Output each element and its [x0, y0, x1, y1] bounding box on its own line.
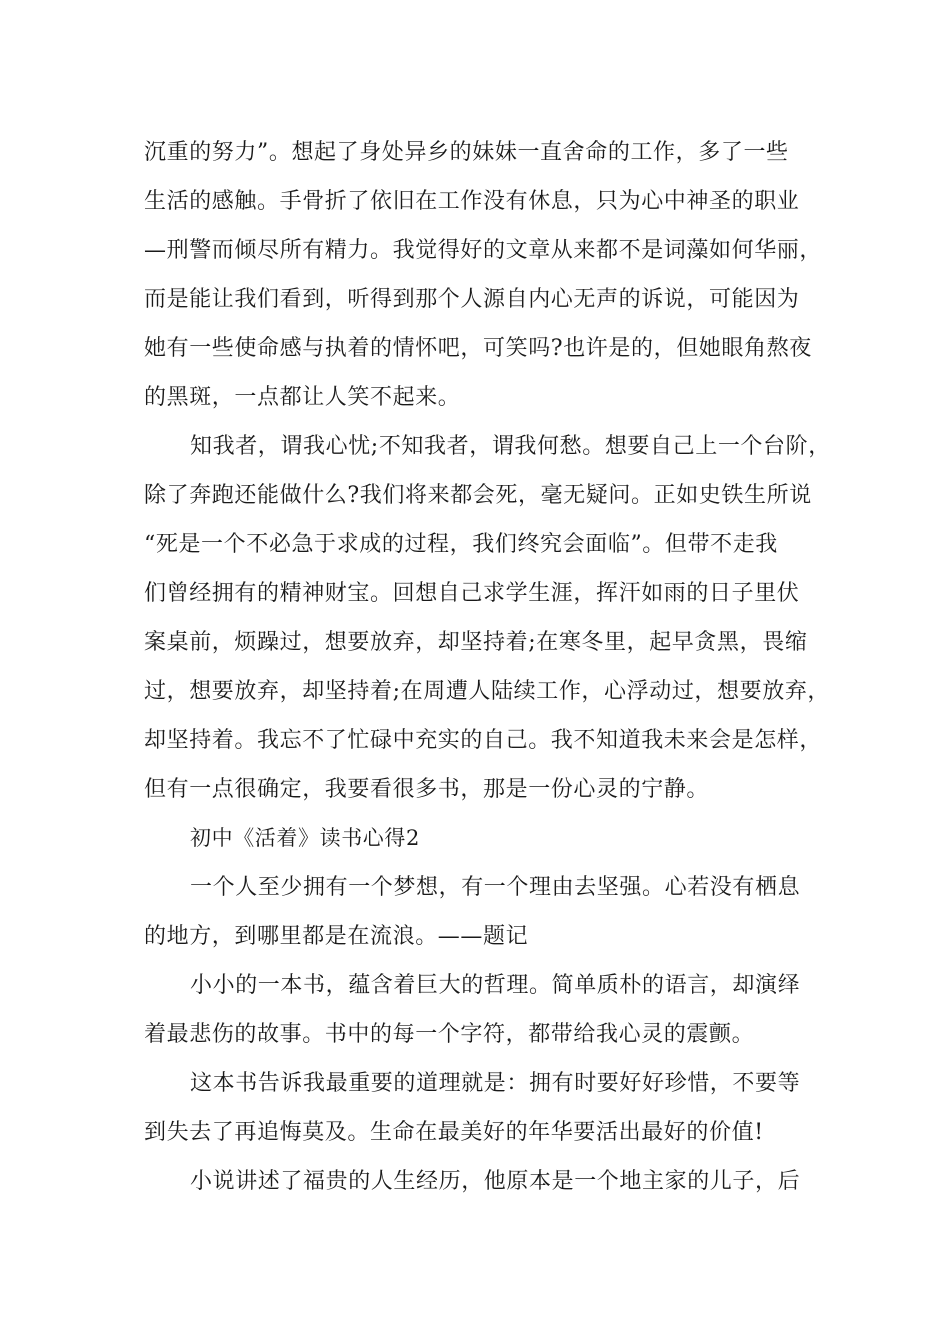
- text-line-14: 但有一点很确定，我要看很多书，那是一份心灵的宁静。: [144, 777, 710, 802]
- text-line-16: 一个人至少拥有一个梦想，有一个理由去坚强。心若没有栖息: [190, 875, 801, 900]
- text-line-13: 却坚持着。我忘不了忙碌中充实的自己。我不知道我未来会是怎样，: [144, 728, 823, 753]
- text-line-9: “死是一个不必急于求成的过程，我们终究会面临”。但带不走我: [144, 532, 778, 557]
- text-line-22: 小说讲述了福贵的人生经历，他原本是一个地主家的儿子，后: [190, 1169, 801, 1194]
- text-line-8: 除了奔跑还能做什么?我们将来都会死，毫无疑问。正如史铁生所说: [144, 483, 812, 508]
- text-line-3: —刑警而倾尽所有精力。我觉得好的文章从来都不是词藻如何华丽，: [144, 238, 823, 263]
- text-line-20: 这本书告诉我最重要的道理就是：拥有时要好好珍惜，不要等: [190, 1071, 801, 1096]
- section-heading: 初中《活着》读书心得2: [190, 826, 420, 850]
- text-line-19: 着最悲伤的故事。书中的每一个字符，都带给我心灵的震颤。: [144, 1022, 755, 1047]
- body-text: [144, 128, 831, 1206]
- text-line-7: 知我者，谓我心忧;不知我者，谓我何愁。想要自己上一个台阶，: [190, 434, 831, 459]
- text-line-12: 过，想要放弃，却坚持着;在周遭人陆续工作，心浮动过，想要放弃，: [144, 679, 831, 704]
- text-line-11: 案桌前，烦躁过，想要放弃，却坚持着;在寒冬里，起早贪黑，畏缩: [144, 630, 808, 655]
- text-line-4: 而是能让我们看到，听得到那个人源自内心无声的诉说，可能因为: [144, 287, 800, 312]
- text-line-18: 小小的一本书，蕴含着巨大的哲理。简单质朴的语言，却演绎: [190, 973, 801, 998]
- text-line-1: 沉重的努力”。想起了身处异乡的妹妹一直舍命的工作，多了一些: [144, 140, 789, 165]
- text-line-5: 她有一些使命感与执着的情怀吧，可笑吗?也许是的，但她眼角熬夜: [144, 336, 812, 361]
- text-line-17: 的地方，到哪里都是在流浪。——题记: [144, 924, 529, 949]
- text-line-21: 到失去了再追悔莫及。生命在最美好的年华要活出最好的价值!: [144, 1120, 764, 1145]
- text-line-6: 的黑斑，一点都让人笑不起来。: [144, 385, 461, 410]
- text-line-10: 们曾经拥有的精神财宝。回想自己求学生涯，挥汗如雨的日子里伏: [144, 581, 800, 606]
- text-line-2: 生活的感触。手骨折了依旧在工作没有休息，只为心中神圣的职业: [144, 189, 800, 214]
